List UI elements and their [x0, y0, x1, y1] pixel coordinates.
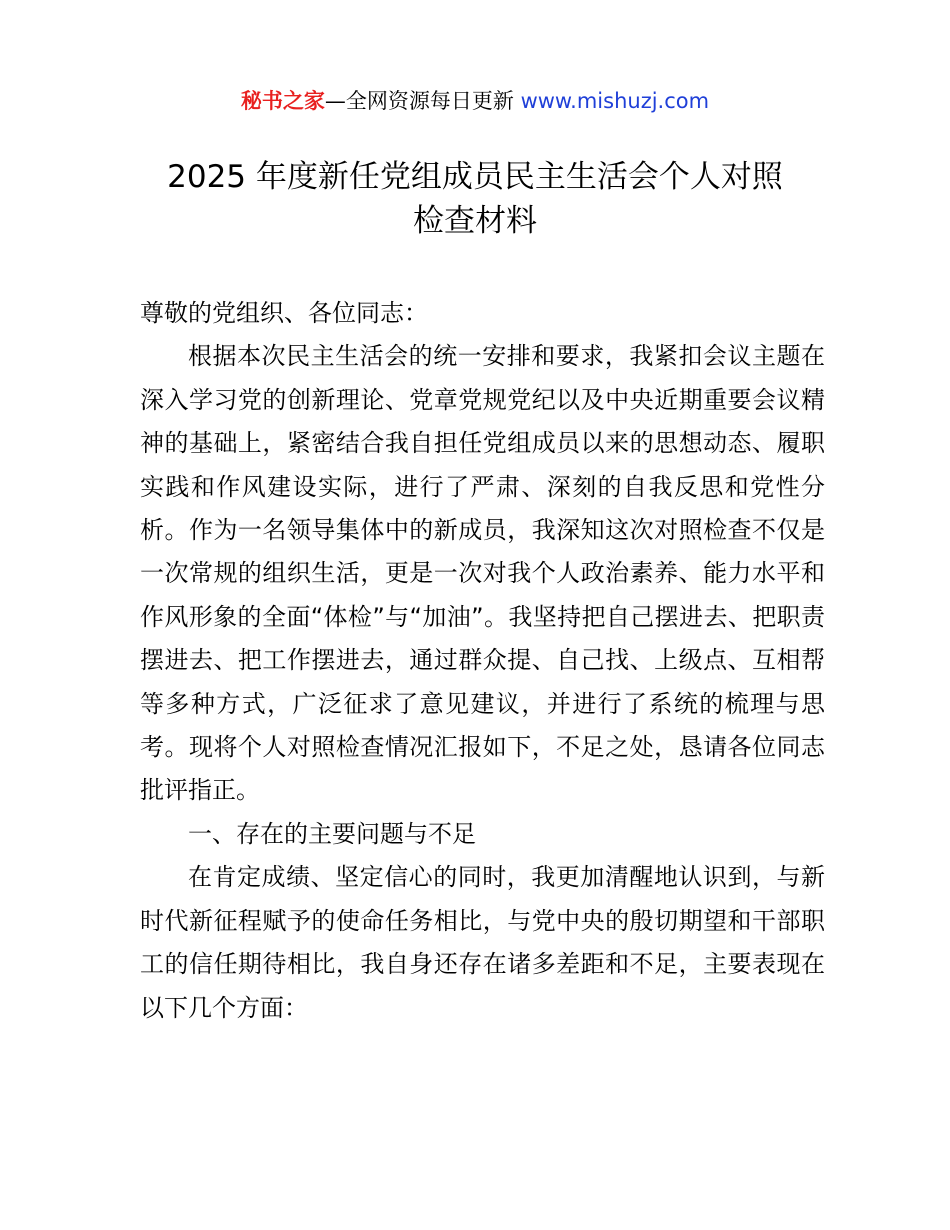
site-banner	[0, 84, 950, 118]
site-url-link[interactable]: www.mishuzj.com	[520, 89, 710, 113]
brand-name: 秘书之家	[240, 89, 325, 113]
salutation: 尊敬的党组织、各位同志：	[140, 299, 428, 327]
intro-paragraph: 根据本次民主生活会的统一安排和要求，我紧扣会议主题在深入学习党的创新理论、党章党规党纪以及中央近期重要会议精神的基础上，紧密结合我自担任党组成员以来的思想动态、履职实践和作风建设实际，进行了严肃、深刻的自我反思和党性分析。作为一名领导集体中的新成员，我深知这次对照检查不仅是一次常规的组织生活，更是一次对我个人政治素养、能力水平和作风形象的全面“体检”与“加油”。我坚持把自己摆进去、把职责摆进去、把工作摆进去，通过群众提、自己找、上级点、互相帮等多种方式，广泛征求了意见建议，并进行了系统的梳理与思考。现将个人对照检查情况汇报如下，不足之处，恳请各位同志批评指正。	[140, 342, 825, 805]
section-heading: 一、存在的主要问题与不足	[188, 819, 476, 848]
title-line-2: 检查材料	[413, 203, 537, 239]
document-body	[140, 292, 825, 1030]
body-paragraph: 在肯定成绩、坚定信心的同时，我更加清醒地认识到，与新时代新征程赋予的使命任务相比，与党中央的殷切期望和干部职工的信任期待相比，我自身还存在诸多差距和不足，主要表现在以下几个方面：	[140, 863, 825, 1022]
title-line-1: 2025 年度新任党组成员民主生活会个人对照	[167, 159, 783, 195]
document-title	[0, 155, 950, 243]
banner-tagline: —全网资源每日更新	[324, 89, 521, 113]
